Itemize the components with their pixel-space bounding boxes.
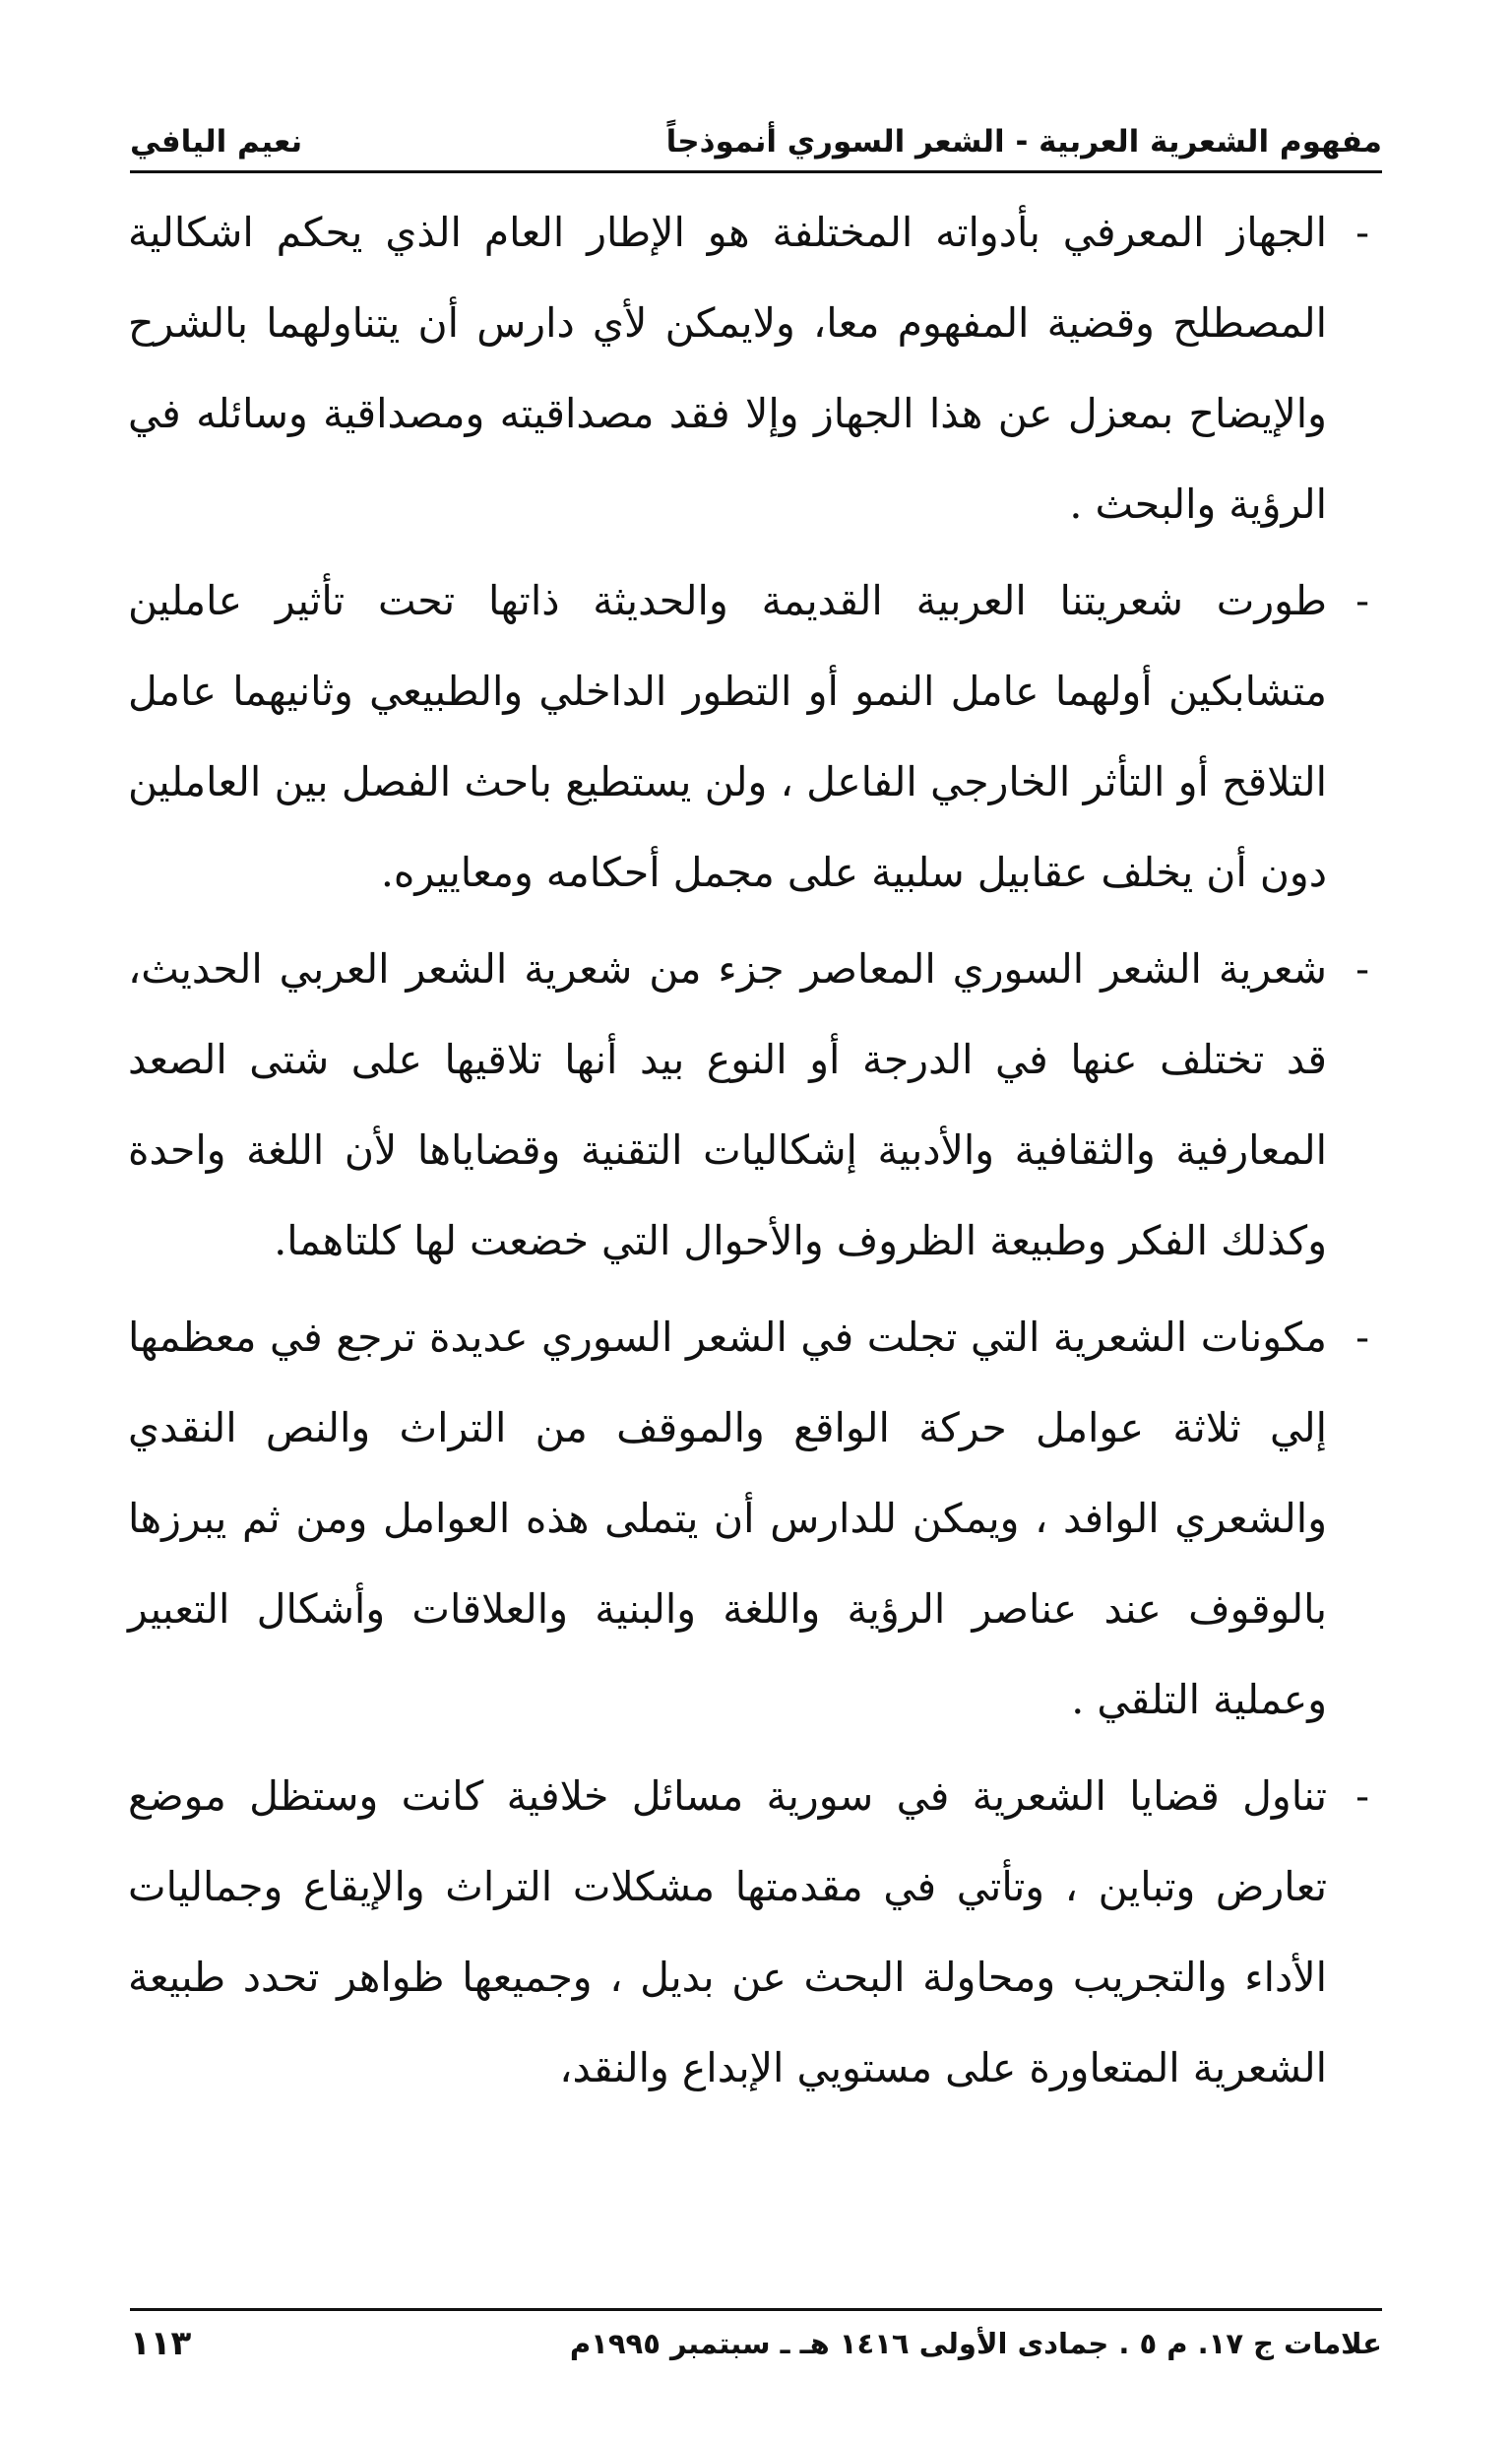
page-footer — [130, 2324, 1382, 2363]
paragraph-text: شعرية الشعر السوري المعاصر جزء من شعرية الشعر العربي الحديث، قد تختلف عنها في الدرجة أو النوع بيد أنها تلاقيها على شتى الصعد المعارفية والثقافية والأدبية إشكاليات التقنية وقضاياها لأن اللغة واحدة وكذلك الفكر وطبيعة الظروف والأحوال التي خضعت لها كلتاهما. — [128, 945, 1327, 1264]
bullet-dash: - — [1355, 945, 1369, 993]
footer-rule — [130, 2308, 1382, 2311]
body-text — [128, 187, 1382, 2119]
paragraph-text: طورت شعريتنا العربية القديمة والحديثة ذاتها تحت تأثير عاملين متشابكين أولهما عامل النمو أو التطور الداخلي والطبيعي وثانيهما عامل التلاقح أو التأثر الخارجي الفاعل ، ولن يستطيع باحث الفصل بين العاملين دون أن يخلف عقابيل سلبية على مجمل أحكامه ومعاييره. — [128, 577, 1327, 896]
paragraph-text: الجهاز المعرفي بأدواته المختلفة هو الإطار العام الذي يحكم اشكالية المصطلح وقضية المفهوم معا، ولايمكن لأي دارس أن يتناولهما بالشرح والإيضاح بمعزل عن هذا الجهاز وإلا فقد مصداقيته ومصداقية وسائله في الرؤية والبحث . — [128, 209, 1327, 528]
bullet-dash: - — [1355, 577, 1369, 624]
paragraph-4 — [128, 1292, 1382, 1745]
paragraph-3 — [128, 924, 1382, 1286]
paragraph-5 — [128, 1751, 1382, 2113]
bullet-dash: - — [1355, 209, 1369, 256]
page-number: ١١٣ — [130, 2324, 192, 2363]
footer-citation: علامات ج ١٧. م ٥ . جمادى الأولى ١٤١٦ هـ ـ سبتمبر ١٩٩٥م — [569, 2327, 1382, 2360]
running-header — [130, 100, 1382, 160]
paragraph-text: تناول قضايا الشعرية في سورية مسائل خلافية كانت وستظل موضع تعارض وتباين ، وتأتي في مقدمتها مشكلات التراث والإيقاع وجماليات الأداء والتجريب ومحاولة البحث عن بديل ، وجميعها ظواهر تحدد طبيعة الشعرية المتعاورة على مستويي الإبداع والنقد، — [128, 1772, 1327, 2091]
bullet-dash: - — [1355, 1314, 1369, 1361]
paragraph-1 — [128, 187, 1382, 549]
paragraph-text: مكونات الشعرية التي تجلت في الشعر السوري عديدة ترجع في معظمها إلي ثلاثة عوامل حركة الواقع والموقف من التراث والنص النقدي والشعري الوافد ، ويمكن للدارس أن يتملى هذه العوامل ومن ثم يبرزها بالوقوف عند عناصر الرؤية واللغة والبنية والعلاقات وأشكال التعبير وعملية التلقي . — [128, 1314, 1327, 1723]
header-rule — [130, 170, 1382, 173]
bullet-dash: - — [1355, 1772, 1369, 1820]
running-header-title: مفهوم الشعرية العربية - الشعر السوري أنموذجاً — [665, 124, 1382, 160]
running-header-author: نعيم اليافي — [130, 124, 303, 160]
paragraph-2 — [128, 555, 1382, 918]
